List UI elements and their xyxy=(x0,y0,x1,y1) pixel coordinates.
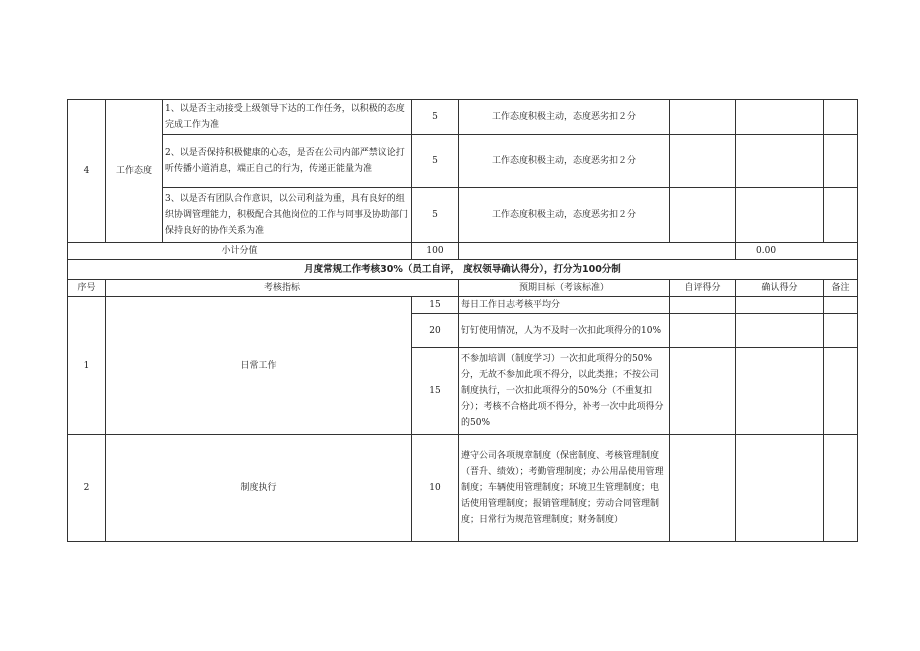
section-title: 月度常规工作考核30%（员工自评， 度权领导确认得分），打分为100分制 xyxy=(68,260,858,280)
daily-confirm-score-1[interactable] xyxy=(736,297,824,314)
header-target: 预期目标（考该标准） xyxy=(459,280,670,297)
attitude-weight-2: 5 xyxy=(412,135,459,188)
assessment-sheet xyxy=(67,99,857,542)
daily-target-1: 每日工作日志考核平均分 xyxy=(459,297,670,314)
rules-target: 遵守公司各项规章制度（保密制度、考核管理制度（晋升、绩效）；考勤管理制度；办公用品使用管理制度；车辆使用管理制度；环境卫生管理制度；电话使用管理制度；报销管理制度；劳动合同管理制度；日常行为规范管理制度；财务制度） xyxy=(459,435,670,542)
attitude-self-score-1[interactable] xyxy=(670,100,736,135)
header-no: 序号 xyxy=(68,280,106,297)
attitude-target-2: 工作态度积极主动，态度恶劣扣２分 xyxy=(459,135,670,188)
attitude-remark-1[interactable] xyxy=(824,100,858,135)
section-title-row xyxy=(68,260,858,280)
daily-no: 1 xyxy=(68,297,106,435)
attitude-row-3 xyxy=(68,188,858,243)
daily-indicator: 日常工作 xyxy=(106,297,412,435)
attitude-weight-3: 5 xyxy=(412,188,459,243)
attitude-target-1: 工作态度积极主动，态度恶劣扣２分 xyxy=(459,100,670,135)
attitude-indicator-1: 1、以是否主动接受上级领导下达的工作任务，以积极的态度完成工作为准 xyxy=(163,100,412,135)
attitude-self-score-3[interactable] xyxy=(670,188,736,243)
daily-target-2: 钉钉使用情况，人为不及时一次扣此项得分的10% xyxy=(459,314,670,348)
subtotal-label: 小计分值 xyxy=(68,243,412,260)
rules-confirm-score[interactable] xyxy=(736,435,824,542)
subtotal-blank xyxy=(459,243,736,260)
daily-self-score-1[interactable] xyxy=(670,297,736,314)
attitude-confirm-score-2[interactable] xyxy=(736,135,824,188)
subtotal-score: 0.00 xyxy=(736,243,858,260)
attitude-row-2 xyxy=(68,135,858,188)
daily-confirm-score-2[interactable] xyxy=(736,314,824,348)
daily-weight-2: 20 xyxy=(412,314,459,348)
attitude-row-1 xyxy=(68,100,858,135)
daily-weight-3: 15 xyxy=(412,348,459,435)
attitude-remark-3[interactable] xyxy=(824,188,858,243)
attitude-indicator-3: 3、以是否有团队合作意识，以公司利益为重，具有良好的组织协调管理能力，积极配合其他岗位的工作与同事及协助部门保持良好的协作关系为准 xyxy=(163,188,412,243)
subtotal-row xyxy=(68,243,858,260)
attitude-category: 工作态度 xyxy=(106,100,163,243)
daily-confirm-score-3[interactable] xyxy=(736,348,824,435)
daily-row-1 xyxy=(68,297,858,314)
header-self-score: 自评得分 xyxy=(670,280,736,297)
rules-remark[interactable] xyxy=(824,435,858,542)
daily-remark-2[interactable] xyxy=(824,314,858,348)
attitude-weight-1: 5 xyxy=(412,100,459,135)
attitude-no: 4 xyxy=(68,100,106,243)
header-indicator: 考核指标 xyxy=(106,280,459,297)
attitude-target-3: 工作态度积极主动，态度恶劣扣２分 xyxy=(459,188,670,243)
assessment-table xyxy=(67,99,858,542)
daily-self-score-2[interactable] xyxy=(670,314,736,348)
rules-no: 2 xyxy=(68,435,106,542)
rules-indicator: 制度执行 xyxy=(106,435,412,542)
header-remark: 备注 xyxy=(824,280,858,297)
subtotal-weight: 100 xyxy=(412,243,459,260)
rules-row xyxy=(68,435,858,542)
attitude-indicator-2: 2、以是否保持积极健康的心态，是否在公司内部严禁议论打听传播小道消息，端正自己的行为，传递正能量为准 xyxy=(163,135,412,188)
rules-self-score[interactable] xyxy=(670,435,736,542)
attitude-confirm-score-3[interactable] xyxy=(736,188,824,243)
daily-target-3: 不参加培训（制度学习）一次扣此项得分的50%分，无故不参加此项不得分，以此类推；不按公司制度执行，一次扣此项得分的50%分（不重复扣分）；考核不合格此项不得分，补考一次中此项得分的50% xyxy=(459,348,670,435)
header-confirm-score: 确认得分 xyxy=(736,280,824,297)
attitude-remark-2[interactable] xyxy=(824,135,858,188)
daily-self-score-3[interactable] xyxy=(670,348,736,435)
header-row xyxy=(68,280,858,297)
attitude-self-score-2[interactable] xyxy=(670,135,736,188)
daily-remark-3[interactable] xyxy=(824,348,858,435)
attitude-confirm-score-1[interactable] xyxy=(736,100,824,135)
daily-weight-1: 15 xyxy=(412,297,459,314)
daily-remark-1[interactable] xyxy=(824,297,858,314)
rules-weight: 10 xyxy=(412,435,459,542)
